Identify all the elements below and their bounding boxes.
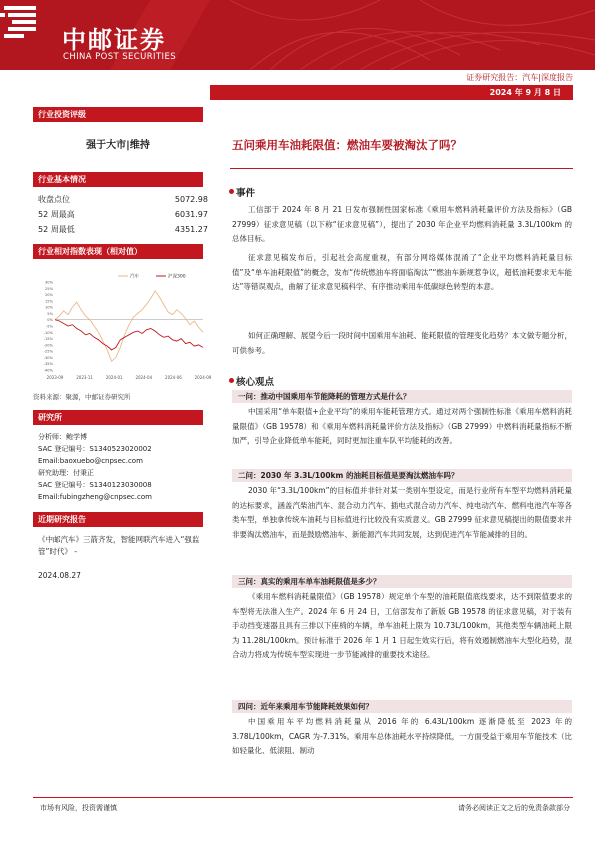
y-tick-label: 5%: [47, 311, 53, 316]
series-line-1: [55, 291, 203, 361]
info-row: [38, 194, 208, 206]
analyst-line: 分析师：鲍学博: [38, 433, 87, 441]
y-tick-label: 15%: [45, 299, 53, 304]
logo-cn: 中邮证券: [62, 26, 166, 54]
answer-1: 中国采用“单车限值+企业平均”的乘用车能耗管理方式。通过对两个强制性标准《乘用车燃料消耗量限值》（GB 19578）和《乘用车燃料消耗量评价方法及指标》（GB 27999）中燃料消耗量指标不断加严，引导企业降低单车能耗，同时更加注重车队平均能耗的改善。: [232, 407, 572, 445]
y-tick-label: -35%: [43, 362, 53, 367]
analyst-line: SAC 登记编号：S1340123030008: [38, 481, 152, 489]
answer-3: 《乘用车燃料消耗量限值》（GB 19578）规定单个车型的油耗限值底线要求，达不到限值要求的车型将无法准入生产。2024 年 6 月 24 日，工信部发布了新版 GB 19578 的征求意见稿，对于装有手动挡变速器且具有三排以下座椅的车辆，单车油耗上限为 10.73L/100km，其他类型车辆油耗上限为 11.28L/100km。预计标准于 2026 年 1 月 1 日起生效实行后，将有效遏制燃油车大型化趋势，混合动力将成为传统车型实现进一步节能减排的重要技术途径。: [232, 592, 572, 659]
x-tick-label: 2024-04: [135, 375, 153, 380]
legend-label: 汽车: [130, 274, 139, 280]
analyst-line: 研究助理：付秉正: [38, 469, 94, 477]
rating-value: 强于大市|维持: [86, 140, 150, 151]
y-tick-label: 10%: [45, 305, 53, 310]
y-tick-label: -40%: [43, 368, 53, 373]
event-paragraph: 征求意见稿发布后，引起社会高度重视，有部分网络媒体混淆了“企业平均燃料消耗量目标值”及“单车油耗限值”的概念，发布“传统燃油车将面临淘汰”“燃油车新规惹争议，超低油耗要求无车能达”等错误观点，曲解了征求意见稿科学、有序推动乘用车低碳绿色转型的本意。: [232, 253, 572, 291]
core-views-heading: 核心观点: [236, 374, 274, 388]
y-tick-label: 0%: [47, 318, 53, 323]
question-2: 二问：2030 年 3.3L/100km 的油耗目标值是要淘汰燃油车吗？: [232, 469, 572, 482]
y-tick-label: -15%: [43, 337, 53, 342]
info-label: 收盘点位: [38, 195, 70, 204]
answer-2: 2030 年“3.3L/100km”的目标值并非针对某一类别车型设定，而是行业所有车型平均燃料消耗量的达标要求，涵盖汽柴油汽车、混合动力汽车、插电式混合动力汽车、纯电动汽车、燃料电池汽车等各类车型，单独拿传统车油耗与目标值进行比较没有实质意义。GB 27999 征求意见稿提出的限值要求并非要淘汰燃油车，而是鼓励燃油车、新能源汽车共同发展，达到促进汽车节能减排的目的。: [232, 486, 572, 539]
title-divider: [230, 168, 573, 169]
chart-source: 资料来源：聚源，中邮证券研究所: [33, 393, 131, 401]
x-tick-label: 2024-06: [165, 375, 182, 380]
date-bar: [210, 85, 573, 100]
info-row: [38, 209, 208, 221]
y-tick-label: -5%: [46, 324, 53, 329]
x-tick-label: 2023-09: [46, 375, 64, 380]
event-heading: 事件: [236, 185, 255, 199]
basic-info-heading: 行业基本情况: [33, 172, 203, 187]
recent-report-date: 2024.08.27: [38, 571, 81, 580]
report-date: 2024 年 9 月 8 日: [489, 88, 561, 97]
info-value: 4351.27: [174, 225, 208, 234]
info-label: 52 周最低: [38, 225, 75, 234]
header-banner: [0, 0, 595, 70]
y-tick-label: -20%: [43, 343, 53, 348]
report-title: 五问乘用车油耗限值：燃油车要被淘汰了吗？: [232, 138, 462, 152]
recent-reports-heading: 近期研究报告: [33, 512, 203, 527]
footer-disclaimer: 请务必阅读正文之后的免责条款部分: [458, 804, 570, 812]
y-tick-label: -10%: [43, 330, 53, 335]
y-tick-label: -30%: [43, 355, 53, 360]
legend-label: 沪深300: [168, 274, 186, 280]
chart-heading: 行业相对指数表现（相对值）: [33, 244, 203, 259]
question-3: 三问：真实的乘用车单车油耗限值是多少？: [232, 575, 572, 588]
info-value: 6031.97: [174, 210, 208, 219]
question-1: 一问：推动中国乘用车节能降耗的管理方式是什么？: [232, 390, 572, 403]
question-4: 四问：近年来乘用车节能降耗效果如何？: [232, 700, 572, 713]
x-tick-label: 2024-09: [194, 375, 212, 380]
footer-divider: [33, 797, 573, 798]
y-tick-label: 20%: [45, 293, 53, 298]
rating-heading: 行业投资评级: [33, 107, 203, 122]
recent-report-link[interactable]: 《中邮汽车》三箭齐发，智能网联汽车进入“强监管”时代》 -: [38, 535, 200, 556]
event-paragraph: 如何正确理解、展望今后一段时间中国乘用车油耗、能耗限值的管理变化趋势？本文做专题分析，可供参考。: [232, 331, 572, 355]
analyst-email: Email:fubingzheng@cnpsec.com: [38, 493, 152, 501]
y-tick-label: 30%: [45, 280, 53, 285]
analyst-heading: 研究所: [33, 410, 203, 425]
info-label: 52 周最高: [38, 210, 75, 219]
answer-4: 中国乘用车平均燃料消耗量从 2016 年的 6.43L/100km 逐渐降低至 2023 年的 3.78L/100km，CAGR 为-7.31%。乘用车总体油耗水平持续降低，一方面受益于乘用车节能技术（比如轻量化、低滚阻、制动: [232, 717, 572, 755]
china-post-logo-icon: [0, 0, 40, 40]
y-tick-label: 25%: [45, 286, 53, 291]
footer-risk: 市场有风险，投资需谨慎: [40, 804, 117, 812]
doc-type: 证券研究报告：汽车|深度报告: [466, 73, 573, 82]
x-tick-label: 2024-01: [105, 375, 123, 380]
event-paragraph: 工信部于 2024 年 8 月 21 日发布强制性国家标准《乘用车燃料消耗量评价方法及指标》（GB 27999）征求意见稿（以下称“征求意见稿”），提出了 2030 年企业平均燃料消耗量 3.3L/100km 的总体目标。: [232, 205, 572, 243]
y-tick-label: -25%: [43, 349, 53, 354]
analyst-email: Email:baoxuebo@cnpsec.com: [38, 457, 143, 465]
logo-en: CHINA POST SECURITIES: [63, 52, 177, 62]
x-tick-label: 2023-11: [76, 375, 93, 380]
analyst-line: SAC 登记编号：S1340523020002: [38, 445, 152, 453]
relative-index-chart: [33, 270, 212, 385]
chart-svg: [33, 270, 212, 385]
info-row: [38, 224, 208, 236]
info-value: 5072.98: [174, 195, 208, 204]
